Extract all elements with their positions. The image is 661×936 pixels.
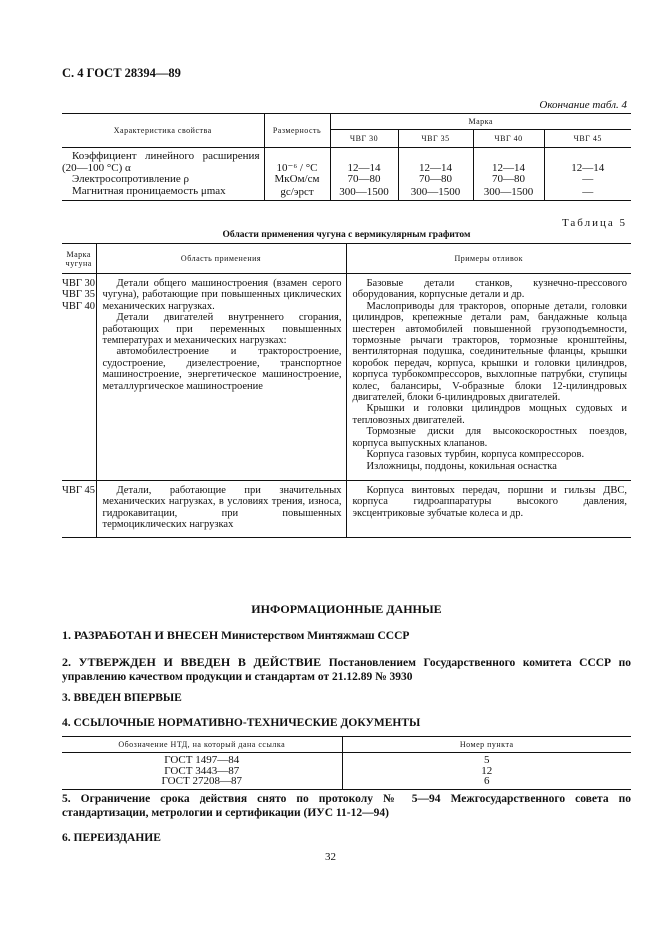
property-cell: Коэффициент линейного расширения (20—100 °С) α <box>62 150 260 174</box>
value-cell: 70—80 <box>398 174 473 186</box>
value-cell: 300—1500 <box>473 186 544 201</box>
info-item-4: 4. ССЫЛОЧНЫЕ НОРМАТИВНО-ТЕХНИЧЕСКИЕ ДОКУМЕНТЫ <box>62 717 421 729</box>
info-item-6: 6. ПЕРЕИЗДАНИЕ <box>62 832 161 844</box>
property-cell: Электросопротивление ρ <box>72 173 190 185</box>
value-cell: — <box>544 174 631 186</box>
col-grade: Марка чугуна <box>62 244 96 274</box>
example-paragraph: Базовые детали станков, кузнечно-прессового оборудования, корпусные детали и др. <box>352 278 627 301</box>
table4 <box>62 113 631 201</box>
grade-header: ЧВГ 45 <box>544 130 631 148</box>
example-paragraph: Маслоприводы для тракторов, опорные детали, головки цилиндров, крепежные детали рам, бандажные кольца шестерен автомобилей повышенной грузоподъемности, тормозные рычаги тракторов, тормозные кронштейны, вентиляторная подушка, соединительные фланцы, крышки коробок передач, корпуса, крышки и головки цилиндров, корпуса турбокомпрессоров, выхлопные патрубки, ступицы колес, балансиры, V-образные блоки 12-цилиндровых двигателей, блоки 6-цилиндровых двигателей. <box>352 300 627 404</box>
info-item-1 <box>62 628 602 643</box>
example-paragraph: Корпуса газовых турбин, корпуса компрессоров. <box>366 449 585 461</box>
table-row <box>62 186 631 201</box>
info-item-1-caption: 1. РАЗРАБОТАН И ВНЕСЕН <box>62 628 219 642</box>
area-paragraph: Детали, работающие при значительных механических нагрузках, в условиях трения, износа, гидрокавитации, при повышенных термоциклических нагрузках <box>102 484 342 531</box>
value-cell: 300—1500 <box>398 186 473 201</box>
info-item-2 <box>62 655 631 684</box>
value-cell: 70—80 <box>330 174 398 186</box>
value-cell: 12—14 <box>330 148 398 175</box>
grade-cell: ЧВГ 40 <box>62 300 96 312</box>
col-grade: Марка <box>330 114 631 130</box>
ref-doc: ГОСТ 1497—84 <box>164 754 240 766</box>
col-examples: Примеры отливок <box>346 244 631 274</box>
grade-header: ЧВГ 35 <box>398 130 473 148</box>
table-row <box>62 274 631 481</box>
grade-header: ЧВГ 40 <box>473 130 544 148</box>
col-area: Область применения <box>96 244 346 274</box>
grade-cell: ЧВГ 45 <box>62 484 96 496</box>
example-paragraph: Тормозные диски для высокоскоростных поездов, корпуса выпускных клапанов. <box>352 426 627 449</box>
page-number: 32 <box>325 851 336 863</box>
info-item-2-caption: 2. УТВЕРЖДЕН И ВВЕДЕН В ДЕЙСТВИЕ <box>62 655 322 669</box>
example-paragraph: Крышки и головки цилиндров мощных судовых и тепловозных двигателей. <box>352 403 627 426</box>
table-row <box>62 174 631 186</box>
value-cell: 70—80 <box>473 174 544 186</box>
value-cell: 12—14 <box>544 148 631 175</box>
area-paragraph: Детали двигателей внутреннего сгорания, работающих при переменных повышенных температурах и механических нагрузках: <box>102 312 342 347</box>
ref-item: 12 <box>342 766 631 777</box>
table-row <box>62 148 631 175</box>
info-item-3: 3. ВВЕДЕН ВПЕРВЫЕ <box>62 692 182 704</box>
table5-title: Области применения чугуна с вермикулярным графитом <box>222 230 471 240</box>
grade-header: ЧВГ 30 <box>330 130 398 148</box>
col-unit: Размерность <box>264 114 330 148</box>
table5-label: Таблица 5 <box>561 217 627 229</box>
info-item-2-text: Постановлением Государственного комитета СССР по управлению качеством продукции и стандартам от 21.12.89 № 3930 <box>62 657 632 683</box>
col-property: Характеристика свойства <box>62 114 264 148</box>
value-cell: 12—14 <box>398 148 473 175</box>
property-cell: Магнитная проницаемость μmax <box>72 184 226 197</box>
table5 <box>62 243 631 538</box>
table-row <box>62 480 631 537</box>
references-table <box>62 736 631 790</box>
value-cell: 12—14 <box>473 148 544 175</box>
ref-col-item: Номер пункта <box>342 737 631 753</box>
unit-cell: gc/эрст <box>264 186 330 201</box>
table4-ending-label: Окончание табл. 4 <box>539 99 627 111</box>
value-cell: 300—1500 <box>330 186 398 201</box>
grade-cell: ЧВГ 35 <box>62 289 96 301</box>
table-row <box>62 753 631 766</box>
unit-cell: МкОм/см <box>264 174 330 186</box>
ref-doc: ГОСТ 27208—87 <box>62 776 342 789</box>
table-row <box>62 776 631 789</box>
value-cell: — <box>544 186 631 201</box>
area-paragraph: Детали общего машиностроения (взамен серого чугуна), работающие при повышенных циклических механических нагрузках. <box>102 278 342 312</box>
unit-cell: 10⁻⁶ / °С <box>264 148 330 175</box>
ref-col-doc: Обозначение НТД, на который дана ссылка <box>62 737 342 753</box>
info-title: ИНФОРМАЦИОННЫЕ ДАННЫЕ <box>251 602 442 616</box>
page-header: С. 4 ГОСТ 28394—89 <box>62 66 181 80</box>
table-row <box>62 766 631 777</box>
info-item-5: 5. Ограничение срока действия снято по протоколу № 5—94 Межгосударственного совета по стандартизации, метрологии и сертификации (ИУС 11-12—94) <box>62 793 631 819</box>
ref-item: 6 <box>342 776 631 789</box>
area-paragraph: автомобилестроение и тракторостроение, судостроение, дизелестроение, транспортное машиностроение, энергетическое машиностроение, металлургическое машиностроение <box>102 346 342 392</box>
info-item-1-text: Министерством Минтяжмаш СССР <box>221 630 410 642</box>
ref-doc: ГОСТ 3443—87 <box>164 764 240 777</box>
ref-item: 5 <box>342 753 631 766</box>
grade-cell: ЧВГ 30 <box>62 278 96 289</box>
example-paragraph: Корпуса винтовых передач, поршни и гильзы ДВС, корпуса гидроаппаратуры высокого давления, эксцентриковые зубчатые колеса и др. <box>352 484 627 519</box>
example-paragraph: Изложницы, поддоны, кокильная оснастка <box>366 460 557 472</box>
